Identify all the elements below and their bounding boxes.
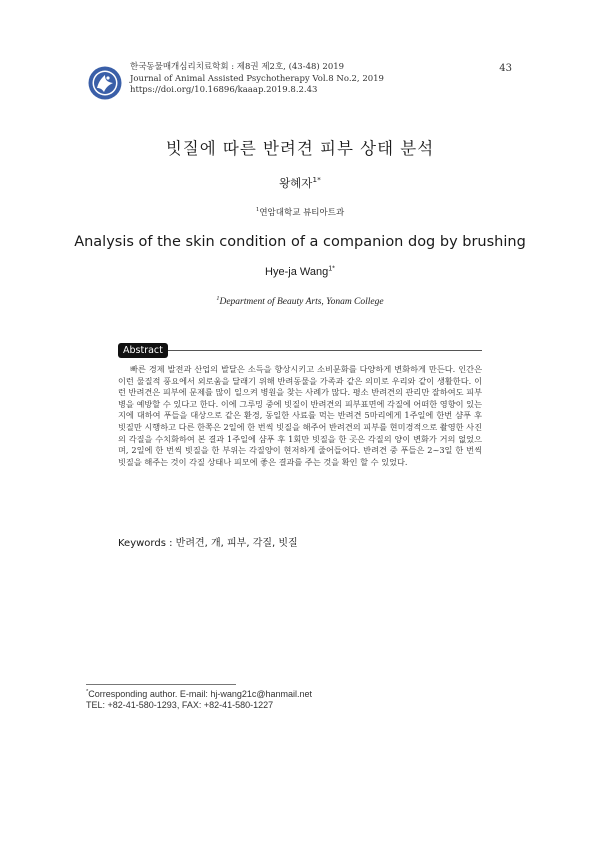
affiliation-en — [0, 297, 600, 307]
author-ko-name: 왕혜자 — [279, 176, 313, 190]
journal-logo — [88, 66, 122, 100]
author-ko — [0, 175, 600, 191]
affiliation-en-text: Department of Beauty Arts, Yonam College — [219, 297, 384, 307]
abstract-body — [118, 364, 482, 468]
journal-header-en: Journal of Animal Assisted Psychotherapy Vol.8 No.2, 2019 — [130, 73, 384, 84]
keywords-value: 반려견, 개, 피부, 각질, 빗질 — [175, 538, 298, 549]
article-title-ko: 빗질에 따른 반려견 피부 상태 분석 — [165, 139, 435, 158]
footnote-divider — [86, 684, 236, 685]
journal-doi-link[interactable]: https://doi.org/10.16896/kaaap.2019.8.2.43 — [130, 85, 318, 95]
page-number: 43 — [499, 63, 512, 74]
author-en-superscript: 1* — [328, 264, 335, 273]
abstract-text: 빠른 경제 발전과 산업의 발달은 소득을 향상시키고 소비문화를 다양하게 변화하게 만든다. 인간은 이런 물질적 풍요에서 외로움을 달래기 위해 반려동물을 가족과 같은 의미로 우리와 같이 생활한다. 이런 반려견은 피부에 문제를 많이 일으켜 병원을 찾는 사례가 많다. 평소 반려견의 관리만 잘하여도 피부병을 예방할 수 있다고 한다. 이에 그루밍 중에 빗질이 반려견의 피부표면에 각질에 어떠한 영향이 있는지에 대하여 푸들을 대상으로 같은 환경, 동일한 사료를 먹는 반려견 5마리에게 1주일에 한번 샴푸 후 빗질만 시행하고 다른 한쪽은 2일에 한 번씩 빗질을 해주어 반려견의 피부를 현미경적으로 촬영한 사진의 각질을 수치화하여 본 결과 1주일에 샴푸 후 1회만 빗질을 한 곳은 각질의 양이 변화가 거의 없었으며, 2일에 한 번씩 빗질을 한 부위는 각질양이 현저하게 줄어들어다. 반려견 중 푸들은 2~3일 한 번씩 빗질을 해주는 것이 각질 상태나 피모에 좋은 결과를 주는 것을 확인 할 수 있었다. — [118, 364, 482, 467]
footnote-email: Corresponding author. E-mail: hj-wang21c@hanmail.net — [88, 689, 313, 699]
abstract-heading: Abstract — [118, 343, 168, 358]
footnote — [86, 689, 312, 711]
abstract-divider — [118, 350, 482, 351]
keywords-label: Keywords : — [118, 538, 176, 549]
journal-logo-icon — [88, 66, 122, 100]
author-ko-superscript: 1* — [312, 175, 321, 185]
footnote-marker: * — [86, 689, 89, 695]
keywords — [118, 534, 298, 549]
journal-header — [130, 62, 384, 97]
affiliation-ko — [0, 206, 600, 218]
author-en — [0, 266, 600, 278]
affiliation-ko-text: 연암대학교 뷰티아트과 — [259, 208, 345, 218]
affiliation-en-superscript: 1 — [216, 295, 220, 302]
author-en-name: Hye-ja Wang — [265, 266, 329, 278]
footnote-phone-line: TEL: +82-41-580-1293, FAX: +82-41-580-1227 — [86, 700, 274, 710]
footnote-email-line — [86, 689, 312, 700]
journal-header-ko: 한국동물매개심리치료학회 : 제8권 제2호, (43-48) 2019 — [130, 62, 345, 72]
article-title-en: Analysis of the skin condition of a companion dog by brushing — [74, 234, 526, 250]
affiliation-ko-superscript: 1 — [255, 207, 260, 214]
